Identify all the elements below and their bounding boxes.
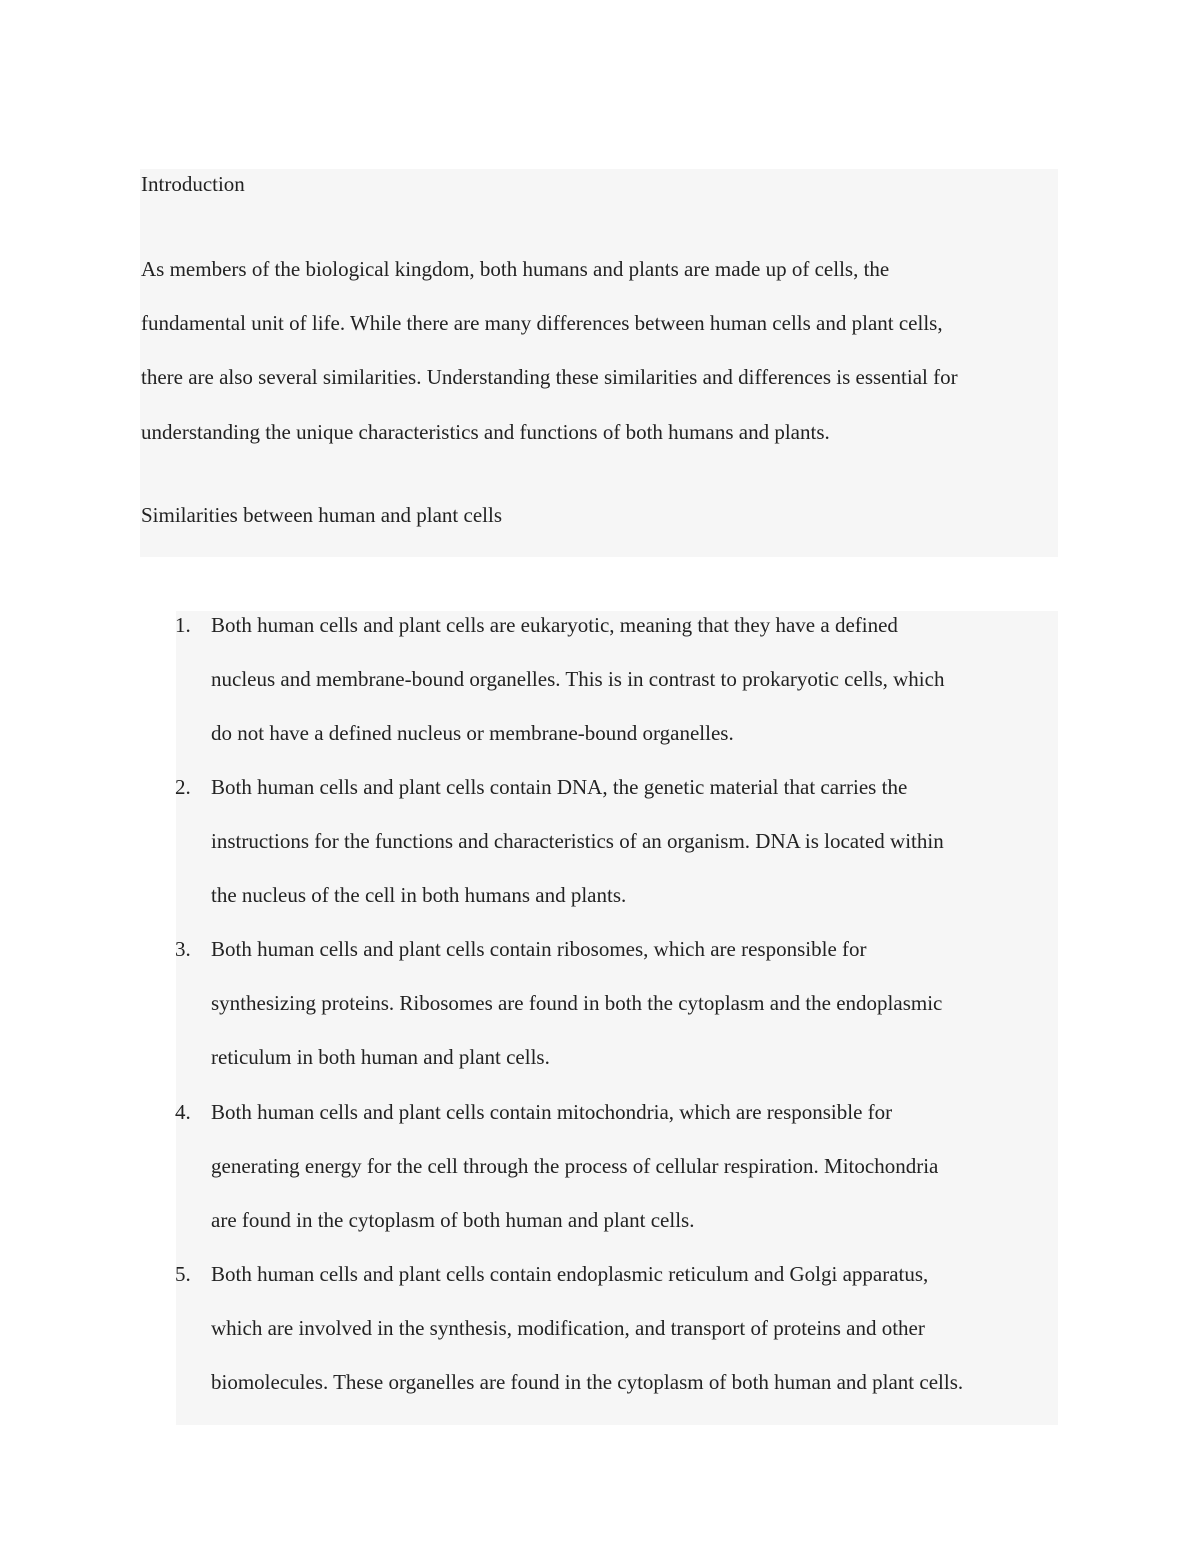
list-item-line: synthesizing proteins. Ribosomes are found in both the cytoplasm and the endoplasmic (211, 991, 943, 1016)
list-item-number: 4. (175, 1100, 191, 1124)
list-item-line: which are involved in the synthesis, modification, and transport of proteins and other (211, 1316, 925, 1341)
similarities-heading: Similarities between human and plant cells (141, 503, 502, 527)
list-item-text (211, 1085, 938, 1248)
list-item-line: reticulum in both human and plant cells. (211, 1045, 550, 1070)
list-item-line: biomolecules. These organelles are found in the cytoplasm of both human and plant cells. (211, 1370, 964, 1395)
list-item-text (211, 922, 942, 1085)
intro-line: As members of the biological kingdom, both humans and plants are made up of cells, the (141, 257, 890, 281)
list-item-line: Both human cells and plant cells contain ribosomes, which are responsible for (211, 937, 867, 961)
list-item-line: are found in the cytoplasm of both human and plant cells. (211, 1208, 695, 1233)
list-item-number: 1. (175, 613, 191, 637)
intro-paragraph (141, 242, 958, 459)
list-item-text (211, 760, 944, 923)
intro-heading: Introduction (141, 172, 245, 196)
list-item-line: do not have a defined nucleus or membrane-bound organelles. (211, 721, 734, 746)
list-item-text (211, 1247, 963, 1410)
list-item-line: generating energy for the cell through the process of cellular respiration. Mitochondria (211, 1154, 939, 1179)
list-item-line: the nucleus of the cell in both humans and plants. (211, 883, 627, 908)
list-item-line: Both human cells and plant cells are eukaryotic, meaning that they have a defined (211, 613, 898, 637)
list-item-line: Both human cells and plant cells contain mitochondria, which are responsible for (211, 1100, 893, 1124)
list-item-line: Both human cells and plant cells contain endoplasmic reticulum and Golgi apparatus, (211, 1262, 929, 1286)
list-item-number: 5. (175, 1262, 191, 1286)
intro-line: understanding the unique characteristics and functions of both humans and plants. (141, 419, 830, 444)
list-item-line: Both human cells and plant cells contain DNA, the genetic material that carries the (211, 775, 908, 799)
intro-line: fundamental unit of life. While there are many differences between human cells and plant cells, (141, 311, 943, 336)
list-item-line: instructions for the functions and characteristics of an organism. DNA is located within (211, 829, 944, 854)
list-item-text (211, 598, 944, 761)
list-item-number: 3. (175, 937, 191, 961)
list-item-number: 2. (175, 775, 191, 799)
intro-line: there are also several similarities. Understanding these similarities and differences is essential for (141, 365, 958, 390)
list-item-line: nucleus and membrane-bound organelles. This is in contrast to prokaryotic cells, which (211, 667, 945, 692)
